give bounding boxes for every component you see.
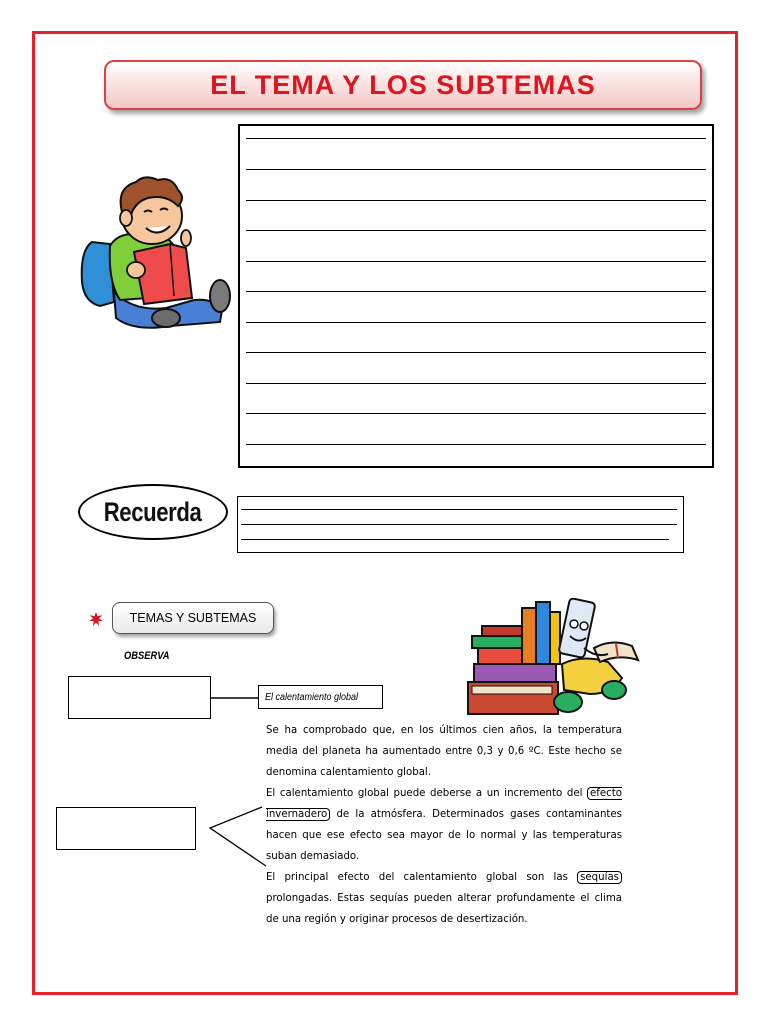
paragraph-1: Se ha comprobado que, en los últimos cien años, la temperatura media del planeta ha aumentado entre 0,3 y 0,6 ºC. Este hecho se denomina calentamiento global. [266,725,622,778]
text-title-box [258,685,383,709]
answer-box-tema[interactable] [68,676,211,719]
writing-line [246,200,706,201]
writing-line [246,383,706,384]
writing-line [241,539,669,540]
writing-line [246,413,706,414]
writing-line [246,444,706,445]
paragraph-3-start: El principal efecto del calentamiento global son las [266,872,568,883]
recuerda-oval [78,484,228,540]
boy-reading-illustration [74,172,238,340]
paragraph-3 [266,867,622,930]
text-title: El calentamiento global [265,691,359,703]
writing-line [246,138,706,139]
writing-line [246,322,706,323]
section-label: TEMAS Y SUBTEMAS [129,611,257,625]
writing-line [246,291,706,292]
highlight-sequias: sequías [577,871,622,884]
paragraph-2 [266,783,622,867]
paragraph-3-end: prolongadas. Estas sequías pueden alterar profundamente el clima de una región y originar procesos de desertización. [266,893,622,925]
writing-line [241,509,677,510]
paragraph-2-end: de la atmósfera. Determinados gases contaminantes hacen que ese efecto sea mayor de lo normal y las temperaturas suban demasiado. [266,809,622,862]
writing-line [241,524,677,525]
writing-lines-box [238,124,714,468]
highlight-efecto-invernadero: efecto invernadero [266,788,622,820]
observa-label: OBSERVA [124,650,170,662]
paragraph-2-start: El calentamiento global puede deberse a un incremento del [266,788,583,799]
writing-line [246,352,706,353]
writing-line [246,230,706,231]
writing-line [246,169,706,170]
recuerda-lines-box [237,496,684,553]
reading-text [266,720,622,930]
page-title: EL TEMA Y LOS SUBTEMAS [210,69,596,100]
books-reader-illustration [462,598,648,718]
title-banner [104,60,702,110]
writing-line [246,261,706,262]
recuerda-label: Recuerda [104,496,202,527]
starburst-bullet-icon [89,612,103,626]
answer-box-subtema[interactable] [56,807,196,850]
section-label-pill [112,602,274,634]
